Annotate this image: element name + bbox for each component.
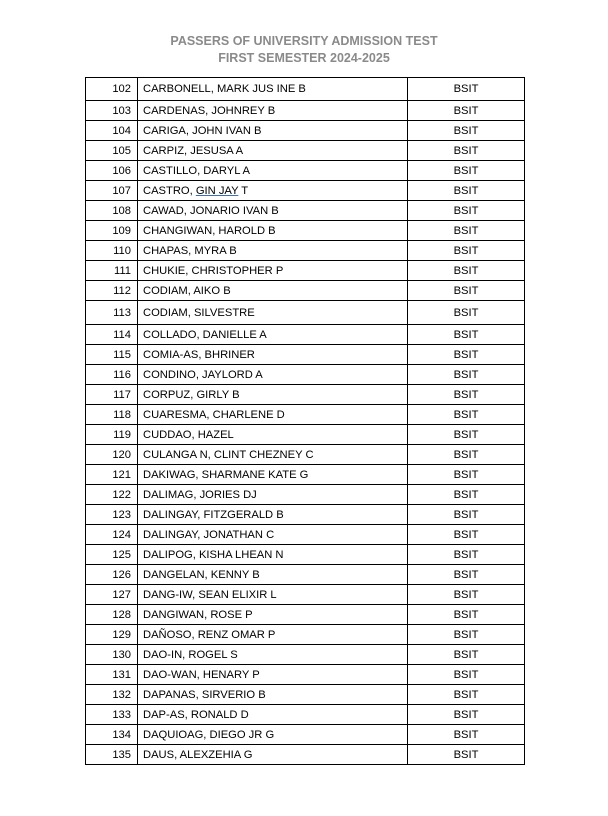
- row-number-cell: 122: [86, 485, 138, 505]
- row-number-cell: 109: [86, 221, 138, 241]
- row-number-cell: 134: [86, 725, 138, 745]
- table-row: [86, 585, 525, 605]
- program-cell: BSIT: [408, 525, 525, 545]
- table-row: [86, 605, 525, 625]
- student-name-cell: CUARESMA, CHARLENE D: [138, 405, 408, 425]
- table-row: [86, 325, 525, 345]
- row-number-cell: 129: [86, 625, 138, 645]
- program-cell: BSIT: [408, 281, 525, 301]
- student-name-cell: CHAPAS, MYRA B: [138, 241, 408, 261]
- student-name-cell: DALINGAY, FITZGERALD B: [138, 505, 408, 525]
- student-name-cell: COMIA-AS, BHRINER: [138, 345, 408, 365]
- table-row: [86, 365, 525, 385]
- table-row: [86, 745, 525, 765]
- table-row: [86, 385, 525, 405]
- table-row: [86, 665, 525, 685]
- program-cell: BSIT: [408, 141, 525, 161]
- program-cell: BSIT: [408, 241, 525, 261]
- row-number-cell: 119: [86, 425, 138, 445]
- table-row: [86, 201, 525, 221]
- student-name-cell: CORPUZ, GIRLY B: [138, 385, 408, 405]
- row-number-cell: 123: [86, 505, 138, 525]
- table-row: [86, 465, 525, 485]
- table-row: [86, 565, 525, 585]
- program-cell: BSIT: [408, 545, 525, 565]
- program-cell: BSIT: [408, 78, 525, 101]
- program-cell: BSIT: [408, 725, 525, 745]
- student-name-cell: CARDENAS, JOHNREY B: [138, 101, 408, 121]
- program-cell: BSIT: [408, 101, 525, 121]
- table-row: [86, 141, 525, 161]
- student-name-cell: CAWAD, JONARIO IVAN B: [138, 201, 408, 221]
- table-row: [86, 625, 525, 645]
- program-cell: BSIT: [408, 345, 525, 365]
- program-cell: BSIT: [408, 325, 525, 345]
- student-name-cell: CASTILLO, DARYL A: [138, 161, 408, 181]
- row-number-cell: 104: [86, 121, 138, 141]
- row-number-cell: 117: [86, 385, 138, 405]
- program-cell: BSIT: [408, 585, 525, 605]
- student-name-cell: DAO-WAN, HENARY P: [138, 665, 408, 685]
- document-subtitle: FIRST SEMESTER 2024-2025: [218, 51, 390, 65]
- table-row: [86, 425, 525, 445]
- student-name-cell: DALIMAG, JORIES DJ: [138, 485, 408, 505]
- student-name-cell: CARIGA, JOHN IVAN B: [138, 121, 408, 141]
- table-row: [86, 121, 525, 141]
- table-row: [86, 405, 525, 425]
- table-row: [86, 345, 525, 365]
- row-number-cell: 111: [86, 261, 138, 281]
- program-cell: BSIT: [408, 625, 525, 645]
- student-name-cell: CODIAM, AIKO B: [138, 281, 408, 301]
- row-number-cell: 126: [86, 565, 138, 585]
- row-number-cell: 125: [86, 545, 138, 565]
- row-number-cell: 133: [86, 705, 138, 725]
- program-cell: BSIT: [408, 745, 525, 765]
- row-number-cell: 110: [86, 241, 138, 261]
- program-cell: BSIT: [408, 121, 525, 141]
- row-number-cell: 135: [86, 745, 138, 765]
- student-name-cell: [138, 181, 408, 201]
- row-number-cell: 103: [86, 101, 138, 121]
- student-name-cell: DAQUIOAG, DIEGO JR G: [138, 725, 408, 745]
- student-name-cell: DAO-IN, ROGEL S: [138, 645, 408, 665]
- program-cell: BSIT: [408, 685, 525, 705]
- student-name-marked: GIN JAY: [195, 184, 239, 197]
- student-name-cell: DAUS, ALEXZEHIA G: [138, 745, 408, 765]
- row-number-cell: 107: [86, 181, 138, 201]
- student-name-cell: CARPIZ, JESUSA A: [138, 141, 408, 161]
- student-name-cell: CARBONELL, MARK JUS INE B: [138, 78, 408, 101]
- table-row: [86, 221, 525, 241]
- student-name-cell: DAP-AS, RONALD D: [138, 705, 408, 725]
- student-name-cell: DALIPOG, KISHA LHEAN N: [138, 545, 408, 565]
- program-cell: BSIT: [408, 425, 525, 445]
- student-name-suffix: T: [238, 184, 249, 197]
- table-row: [86, 525, 525, 545]
- table-row: [86, 545, 525, 565]
- student-name-cell: DAPANAS, SIRVERIO B: [138, 685, 408, 705]
- table-row: [86, 241, 525, 261]
- program-cell: BSIT: [408, 645, 525, 665]
- row-number-cell: 128: [86, 605, 138, 625]
- program-cell: BSIT: [408, 385, 525, 405]
- student-name-cell: CHUKIE, CHRISTOPHER P: [138, 261, 408, 281]
- table-row: [86, 485, 525, 505]
- table-row: [86, 301, 525, 325]
- student-name-cell: DANG-IW, SEAN ELIXIR L: [138, 585, 408, 605]
- table-row: [86, 645, 525, 665]
- student-name-cell: CULANGA N, CLINT CHEZNEY C: [138, 445, 408, 465]
- row-number-cell: 116: [86, 365, 138, 385]
- table-row: [86, 181, 525, 201]
- program-cell: BSIT: [408, 221, 525, 241]
- row-number-cell: 114: [86, 325, 138, 345]
- program-cell: BSIT: [408, 605, 525, 625]
- student-name-cell: CUDDAO, HAZEL: [138, 425, 408, 445]
- table-row: [86, 281, 525, 301]
- row-number-cell: 106: [86, 161, 138, 181]
- program-cell: BSIT: [408, 405, 525, 425]
- row-number-cell: 118: [86, 405, 138, 425]
- row-number-cell: 115: [86, 345, 138, 365]
- student-name-cell: DAÑOSO, RENZ OMAR P: [138, 625, 408, 645]
- row-number-cell: 132: [86, 685, 138, 705]
- table-row: [86, 445, 525, 465]
- program-cell: BSIT: [408, 705, 525, 725]
- student-name-cell: DALINGAY, JONATHAN C: [138, 525, 408, 545]
- student-name-prefix: CASTRO,: [143, 184, 196, 197]
- program-cell: BSIT: [408, 365, 525, 385]
- row-number-cell: 113: [86, 301, 138, 325]
- row-number-cell: 120: [86, 445, 138, 465]
- student-name-cell: DAKIWAG, SHARMANE KATE G: [138, 465, 408, 485]
- passers-table-body: [86, 78, 525, 765]
- student-name-cell: CONDINO, JAYLORD A: [138, 365, 408, 385]
- table-row: [86, 161, 525, 181]
- student-name-cell: CODIAM, SILVESTRE: [138, 301, 408, 325]
- row-number-cell: 127: [86, 585, 138, 605]
- program-cell: BSIT: [408, 201, 525, 221]
- program-cell: BSIT: [408, 161, 525, 181]
- row-number-cell: 131: [86, 665, 138, 685]
- program-cell: BSIT: [408, 465, 525, 485]
- row-number-cell: 108: [86, 201, 138, 221]
- program-cell: BSIT: [408, 301, 525, 325]
- student-name-cell: DANGELAN, KENNY B: [138, 565, 408, 585]
- row-number-cell: 130: [86, 645, 138, 665]
- passers-table: [85, 77, 525, 765]
- document-title: PASSERS OF UNIVERSITY ADMISSION TEST: [170, 34, 438, 48]
- program-cell: BSIT: [408, 261, 525, 281]
- row-number-cell: 112: [86, 281, 138, 301]
- program-cell: BSIT: [408, 445, 525, 465]
- table-row: [86, 505, 525, 525]
- student-name-cell: COLLADO, DANIELLE A: [138, 325, 408, 345]
- table-row: [86, 725, 525, 745]
- student-name-cell: DANGIWAN, ROSE P: [138, 605, 408, 625]
- student-name-cell: CHANGIWAN, HAROLD B: [138, 221, 408, 241]
- row-number-cell: 124: [86, 525, 138, 545]
- table-row: [86, 261, 525, 281]
- program-cell: BSIT: [408, 505, 525, 525]
- row-number-cell: 102: [86, 78, 138, 101]
- table-row: [86, 685, 525, 705]
- table-row: [86, 101, 525, 121]
- document-header: [0, 33, 608, 67]
- table-row: [86, 705, 525, 725]
- table-row: [86, 78, 525, 101]
- program-cell: BSIT: [408, 485, 525, 505]
- row-number-cell: 121: [86, 465, 138, 485]
- program-cell: BSIT: [408, 565, 525, 585]
- program-cell: BSIT: [408, 665, 525, 685]
- row-number-cell: 105: [86, 141, 138, 161]
- program-cell: BSIT: [408, 181, 525, 201]
